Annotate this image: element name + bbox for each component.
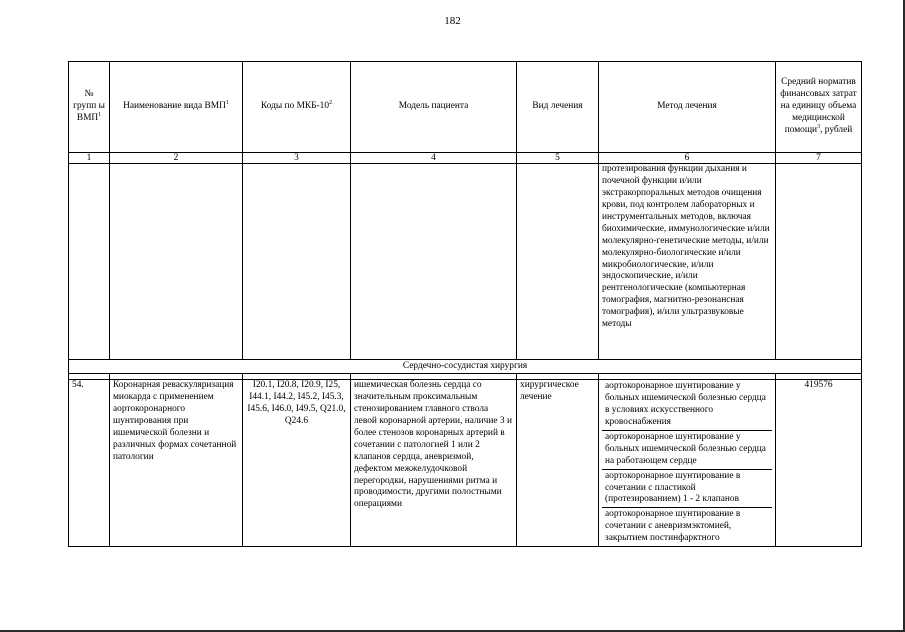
empty-cell [69, 164, 110, 360]
section-row [69, 360, 862, 374]
table-row-54 [69, 380, 862, 547]
vmp-table [68, 61, 862, 547]
header-row [69, 62, 862, 153]
header-treatment-method: Метод лечения [599, 62, 776, 153]
column-number: 7 [776, 153, 862, 164]
continuation-method-text: протезирования функции дыхания и почечной функции и/или экстракорпоральных методов очищения крови, под контролем лабораторных и инструментальных методов, включая биохимические, иммунологические и/или молекулярно-генетические методы, и/или молекулярно-биологические и/или микробиологические, и/или эндоскопические, и/или рентгенологические (компьютерная томография, магнитно-резонансная томография), и/или ультразвуковые методы [599, 164, 776, 360]
column-number: 2 [110, 153, 243, 164]
column-number-row [69, 153, 862, 164]
header-icd-codes: Коды по МКБ-$10^2$ [243, 62, 351, 153]
group-number: 54. [69, 380, 110, 547]
icd-codes: I20.1, I20.8, I20.9, I25, I44.1, I44.2, I45.2, I45.3, I45.6, I46.0, I49.5, Q21.0, Q24.6 [243, 380, 351, 547]
header-treatment-type: Вид лечения [517, 62, 599, 153]
treatment-method-item: аортокоронарное шунтирование в сочетании с пластикой (протезированием) 1 - 2 клапанов [602, 470, 772, 509]
cost-value: 419576 [776, 380, 862, 547]
empty-cell [776, 164, 862, 360]
header-group-number: № групп ы ВМП$^1$ [69, 62, 110, 153]
treatment-type: хирургическое лечение [517, 380, 599, 547]
empty-cell [351, 164, 517, 360]
column-number: 4 [351, 153, 517, 164]
patient-model: ишемическая болезнь сердца со значительным проксимальным стенозированием главного ствола левой коронарной артерии, наличие 3 и более стенозов коронарных артерий в сочетании с патологией 1 или 2 клапанов сердца, аневризмой, дефектом межжелудочковой перегородки, нарушениями ритма и проводимости, другими полостными операциями [351, 380, 517, 547]
continuation-row [69, 164, 862, 360]
section-title: Сердечно-сосудистая хирургия [69, 360, 862, 374]
header-vmp-name: Наименование вида ВМП$^1$ [110, 62, 243, 153]
treatment-method-item: аортокоронарное шунтирование в сочетании с аневризмэктомией, закрытием постинфарктного [605, 509, 741, 544]
treatment-method-item: аортокоронарное шунтирование у больных ишемической болезнью сердца в условиях искусственного кровоснабжения [602, 380, 772, 431]
empty-cell [517, 164, 599, 360]
column-number: 5 [517, 153, 599, 164]
column-number: 6 [599, 153, 776, 164]
header-cost-norm: Средний норматив финансовых затрат на единицу объема медицинской помощи$^3$, рублей [776, 62, 862, 153]
empty-cell [110, 164, 243, 360]
treatment-method-item: аортокоронарное шунтирование у больных ишемической болезнью сердца на работающем сердце [602, 431, 772, 470]
column-number: 1 [69, 153, 110, 164]
treatment-methods [599, 380, 776, 547]
vmp-name: Коронарная реваскуляризация миокарда с применением аортокоронарного шунтирования при ишемической болезни и различных формах сочетанной патологии [110, 380, 243, 547]
column-number: 3 [243, 153, 351, 164]
header-patient-model: Модель пациента [351, 62, 517, 153]
page-number: 182 [444, 15, 461, 27]
empty-cell [243, 164, 351, 360]
